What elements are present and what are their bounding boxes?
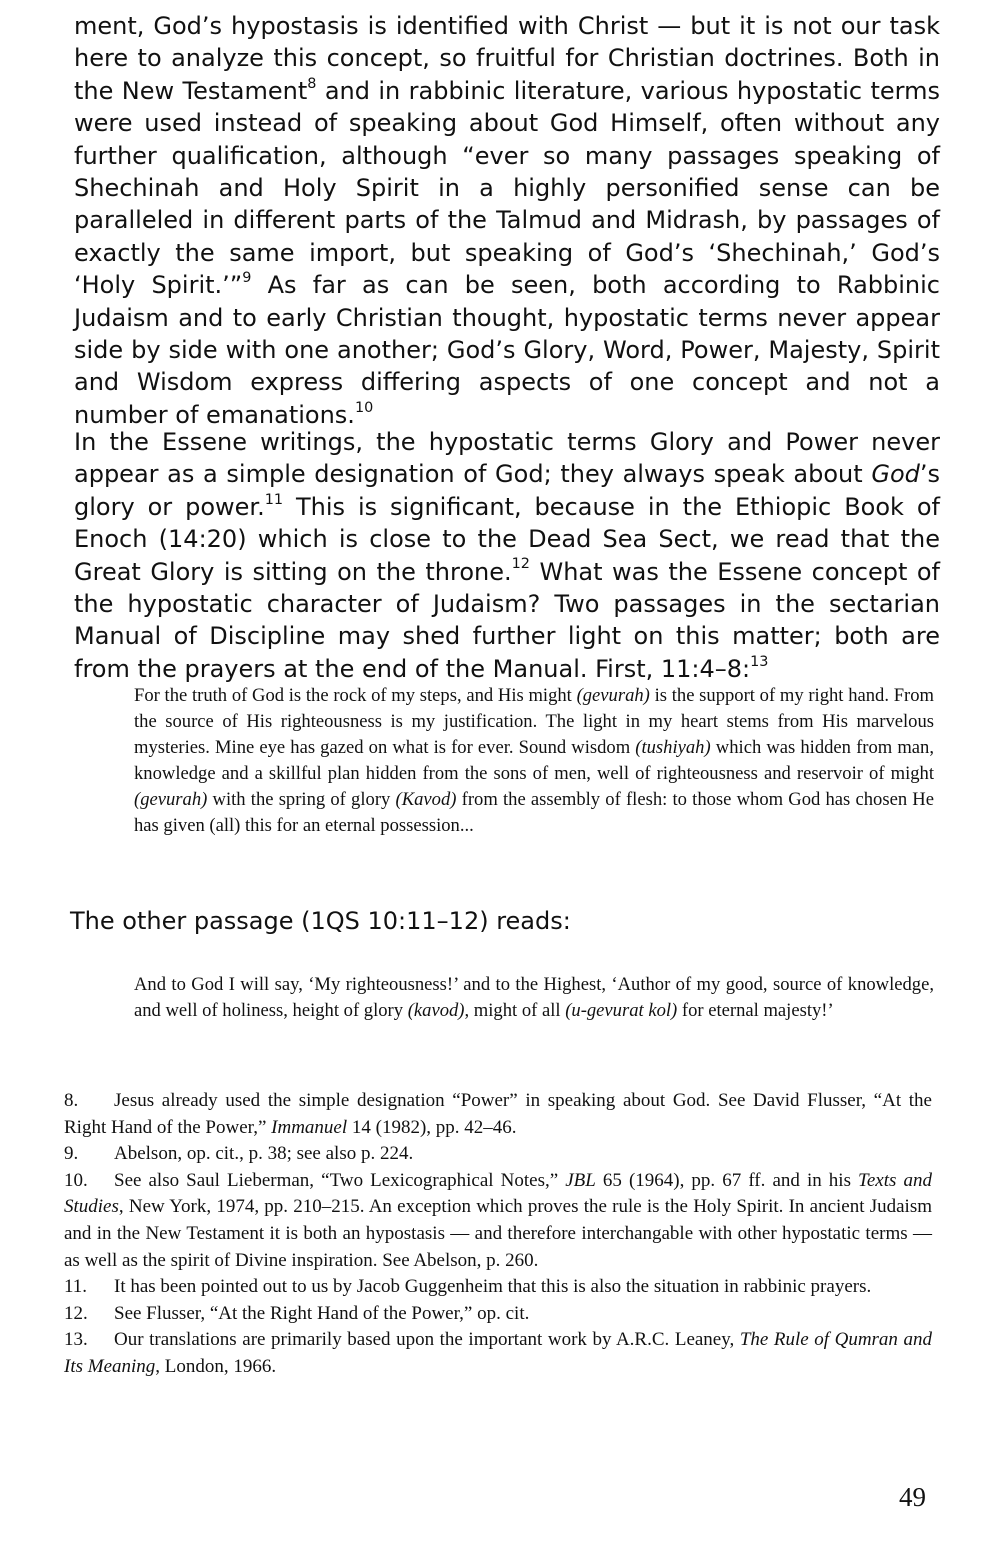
text-run: , London, 1966.: [155, 1355, 277, 1377]
quote-intro: The other passage (1QS 10:11–12) reads:: [70, 907, 571, 935]
italic-run: (kavod): [407, 1000, 465, 1021]
text-run: ’s glory or power.: [74, 460, 940, 521]
footnote-number: 11.: [64, 1276, 88, 1298]
footnote-ref-12[interactable]: 12: [511, 556, 530, 573]
footnote-12: [64, 1301, 932, 1328]
italic-run: (gevurah): [576, 685, 650, 706]
text-run: In the Essene writings, the hypostatic terms Glory and Power never appear as a simple designation of God; they always speak about: [74, 428, 940, 489]
italic-run: Texts and Studies: [64, 1169, 932, 1218]
footnote-number: 13.: [64, 1329, 88, 1351]
text-run: And to God I will say, ‘My righteousness!’ and to the Highest, ‘Author of my good, source of knowledge, and well of holiness, height of glory: [134, 974, 934, 1021]
text-run: is the support of my right hand. From the source of His righteousness is my justification. The light in my heart stems from His marvelous mysteries. Mine eye has gazed on what is for ever. Sound wisdom: [134, 685, 934, 758]
text-run: 14 (1982), pp. 42–46.: [347, 1116, 517, 1138]
footnote-9: [64, 1141, 932, 1168]
block-quote-2: [134, 972, 934, 1024]
text-run: from the assembly of flesh: to those whom God has chosen He has given (all) this for an eternal possession...: [134, 789, 934, 836]
text-run: ment, God’s hypostasis is identified with Christ — but it is not our task here to analyze this concept, so fruitful for Christian doctrines. Both in the New Testament: [74, 12, 940, 105]
footnote-11: [64, 1274, 932, 1301]
text-run: This is significant, because in the Ethiopic Book of Enoch (14:20) which is close to the Dead Sea Sect, we read that the Great Glory is sitting on the throne.: [74, 492, 940, 586]
italic-run: (Kavod): [395, 789, 457, 810]
footnote-number: 10.: [64, 1169, 88, 1191]
footnote-number: 9.: [64, 1143, 79, 1165]
text-run: 65 (1964), pp. 67 ff. and in his: [595, 1169, 859, 1191]
italic-run: (tushiyah): [635, 737, 711, 758]
footnotes: [64, 1088, 932, 1381]
footnote-10: [64, 1168, 932, 1274]
footnote-ref-8[interactable]: 8: [307, 75, 317, 92]
text-run: for eternal majesty!’: [677, 1000, 834, 1021]
italic-run: JBL: [565, 1169, 596, 1191]
text-run: which was hidden from man, knowledge and a skillful plan hidden from the sons of men, well of righteousness and reservoir of might: [134, 737, 935, 784]
page-number: 49: [899, 1482, 926, 1512]
body-paragraph-1: [74, 10, 940, 431]
text-run: Our translations are primarily based upon the important work by A.R.C. Leaney,: [114, 1329, 740, 1351]
text-run: , might of all: [464, 1000, 566, 1021]
footnote-number: 8.: [64, 1090, 79, 1111]
text-run: As far as can be seen, both according to Rabbinic Judaism and to early Christian thought, hypostatic terms never appear side by side with one another; God’s Glory, Word, Power, Majesty, Spirit and Wisdom express differing aspects of one concept and not a number of emanations.: [74, 271, 940, 429]
text-run: and in rabbinic literature, various hypostatic terms were used instead of speaking about God Himself, often without any further qualification, although “ever so many passages speaking of Shechinah and Holy Spirit in a highly personified sense can be paralleled in different parts of the Talmud and Midrash, by passages of exactly the same import, but speaking of God’s ‘Shechinah,’ God’s ‘Holy Spirit.’”: [74, 76, 941, 300]
italic-run: (gevurah): [134, 789, 208, 810]
italic-run: (u-gevurat kol): [565, 1000, 678, 1021]
text-run: with the spring of glory: [207, 789, 396, 810]
italic-run: Immanuel: [271, 1116, 348, 1138]
footnote-text: Abelson, op. cit., p. 38; see also p. 224.: [114, 1143, 414, 1165]
text-run: Jesus already used the simple designation “Power” in speaking about God. See David Flusser, “At the Right Hand of the Power,”: [64, 1090, 932, 1138]
text-run: , New York, 1974, pp. 210–215. An exception which proves the rule is the Holy Spirit. In ancient Judaism and in the New Testament it is both an hypostasis — and therefore interchangable with other hypostatic terms — as well as the spirit of Divine inspiration. See Abelson, p. 260.: [64, 1196, 932, 1271]
italic-run: The Rule of Qumran and Its Meaning: [64, 1329, 932, 1377]
footnote-ref-10[interactable]: 10: [354, 399, 374, 416]
footnote-ref-9[interactable]: 9: [242, 270, 252, 287]
text-run: See also Saul Lieberman, “Two Lexicographical Notes,”: [114, 1169, 566, 1191]
footnote-number: 12.: [64, 1302, 88, 1324]
footnote-text: See Flusser, “At the Right Hand of the Power,” op. cit.: [114, 1302, 530, 1324]
italic-run: God: [871, 460, 920, 489]
footnote-8: [64, 1088, 932, 1141]
body-paragraph-2: [74, 426, 940, 685]
footnote-ref-11[interactable]: 11: [264, 491, 284, 508]
text-run: What was the Essene concept of the hypostatic character of Judaism? Two passages in the sectarian Manual of Discipline may shed further light on this matter; both are from the prayers at the end of the Manual. First, 11:4–8:: [74, 557, 940, 683]
footnote-ref-13[interactable]: 13: [750, 653, 769, 670]
footnote-13: [64, 1327, 932, 1380]
block-quote-1: [134, 683, 934, 839]
text-run: For the truth of God is the rock of my steps, and His might: [134, 685, 577, 706]
footnote-text: It has been pointed out to us by Jacob Guggenheim that this is also the situation in rabbinic prayers.: [114, 1276, 872, 1298]
